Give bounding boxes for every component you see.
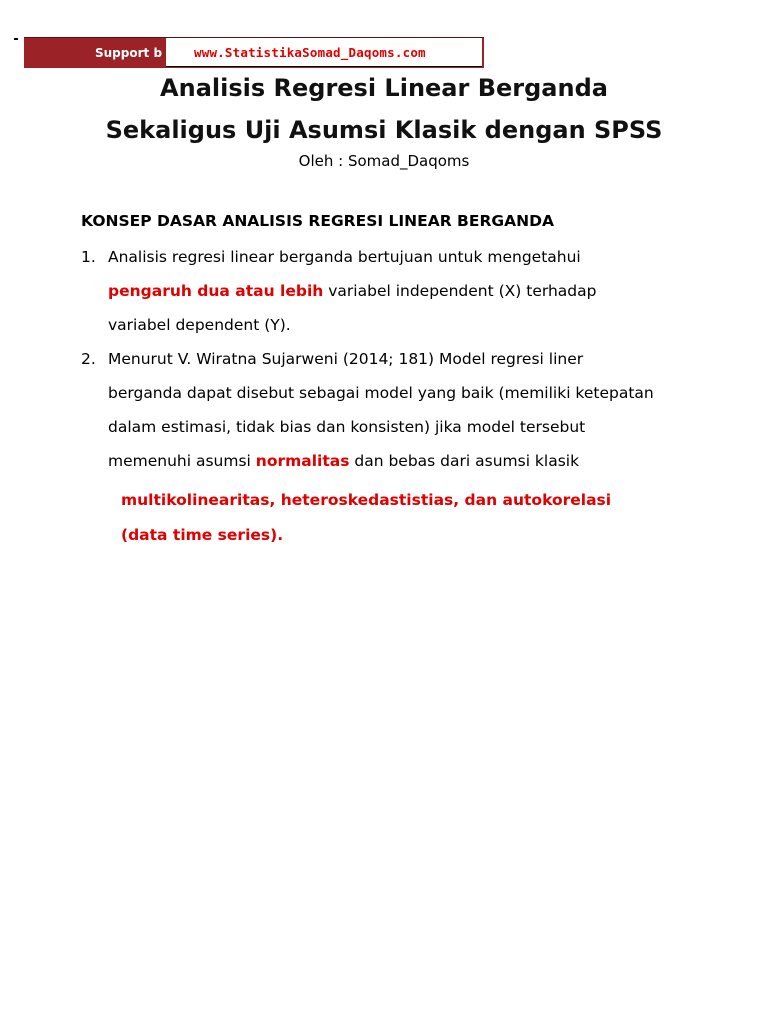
list-item-1-line-3: variabel dependent (Y). xyxy=(108,316,291,334)
header-support-label: Support b xyxy=(95,46,163,60)
list-item-2-line-6: (data time series). xyxy=(121,526,284,544)
header-rule xyxy=(14,38,18,40)
header-url-link[interactable]: www.StatistikaSomad_Daqoms.com xyxy=(194,45,426,60)
list-item-2-line-1: Menurut V. Wiratna Sujarweni (2014; 181) Model regresi liner xyxy=(108,350,584,368)
page-title-line-2: Sekaligus Uji Asumsi Klasik dengan SPSS xyxy=(105,116,663,144)
list-item-2-line-4-pre: memenuhi asumsi xyxy=(108,452,256,470)
list-item-1-number: 1. xyxy=(81,248,96,266)
page-title-line-1: Analisis Regresi Linear Berganda xyxy=(160,74,608,102)
list-item-1-line-2-rest: variabel independent (X) terhadap xyxy=(323,282,597,300)
list-item-1-line-1: Analisis regresi linear berganda bertujuan untuk mengetahui xyxy=(108,248,581,266)
highlight-text: pengaruh dua atau lebih xyxy=(108,282,324,300)
list-item-2-line-5: multikolinearitas, heteroskedastistias, dan autokorelasi xyxy=(121,491,612,509)
list-item-2-line-3: dalam estimasi, tidak bias dan konsisten) jika model tersebut xyxy=(108,418,586,436)
author-byline: Oleh : Somad_Daqoms xyxy=(298,152,470,170)
section-heading: KONSEP DASAR ANALISIS REGRESI LINEAR BERGANDA xyxy=(81,212,554,230)
highlight-text: normalitas xyxy=(255,452,350,470)
list-item-2-number: 2. xyxy=(81,350,96,368)
list-item-1-line-2 xyxy=(108,282,596,300)
list-item-2-line-4 xyxy=(108,452,579,470)
list-item-2-line-4-post: dan bebas dari asumsi klasik xyxy=(349,452,580,470)
list-item-2-line-2: berganda dapat disebut sebagai model yang baik (memiliki ketepatan xyxy=(108,384,654,402)
